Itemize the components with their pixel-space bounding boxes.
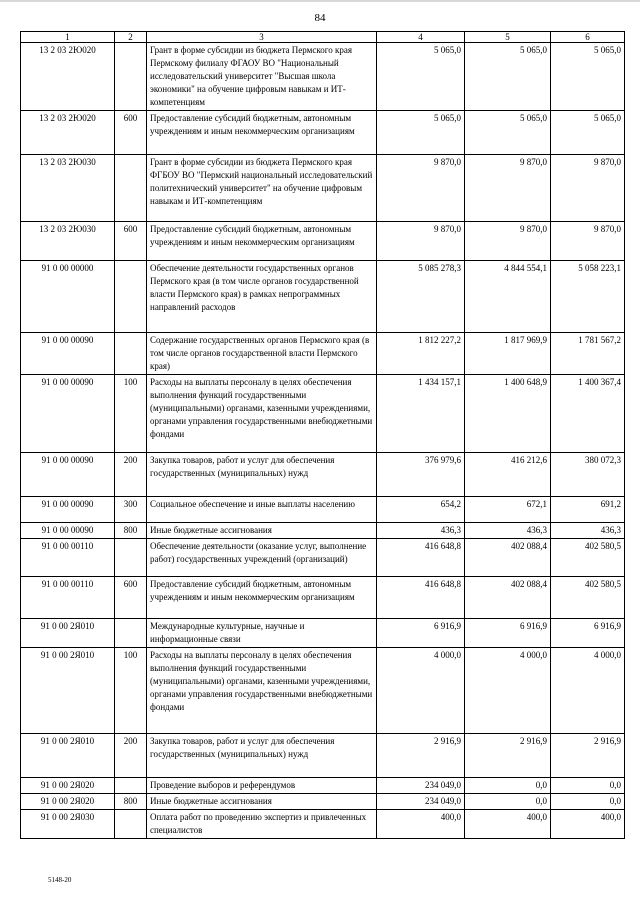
table-row [21, 155, 625, 222]
row-value-year-3: 402 580,5 [551, 577, 625, 619]
row-value-year-3: 5 065,0 [551, 43, 625, 111]
table-row [21, 778, 625, 794]
row-value-year-2: 9 870,0 [465, 155, 551, 222]
row-value-year-2: 1 400 648,9 [465, 375, 551, 453]
table-row [21, 539, 625, 577]
row-value-year-1: 5 065,0 [377, 111, 465, 155]
row-code: 91 0 00 2Я030 [21, 810, 115, 839]
row-value-year-1: 416 648,8 [377, 539, 465, 577]
row-name: Обеспечение деятельности государственных органов Пермского края (в том числе органов государственной власти Пермского края) в рамках непрограммных направлений расходов [147, 261, 377, 333]
row-code: 91 0 00 2Я010 [21, 619, 115, 648]
row-value-year-3: 5 065,0 [551, 111, 625, 155]
row-name: Проведение выборов и референдумов [147, 778, 377, 794]
row-code: 91 0 00 00110 [21, 577, 115, 619]
row-value-year-2: 6 916,9 [465, 619, 551, 648]
table-row [21, 333, 625, 375]
row-expense-type [115, 619, 147, 648]
row-value-year-1: 654,2 [377, 497, 465, 523]
row-value-year-3: 9 870,0 [551, 155, 625, 222]
header-col-5: 5 [465, 32, 551, 43]
table-row [21, 619, 625, 648]
row-value-year-2: 9 870,0 [465, 222, 551, 261]
row-code: 13 2 03 2Ю020 [21, 111, 115, 155]
row-value-year-3: 2 916,9 [551, 734, 625, 778]
row-value-year-2: 0,0 [465, 778, 551, 794]
row-name: Закупка товаров, работ и услуг для обеспечения государственных (муниципальных) нужд [147, 734, 377, 778]
row-expense-type [115, 778, 147, 794]
row-value-year-1: 4 000,0 [377, 648, 465, 734]
row-name: Грант в форме субсидии из бюджета Пермского края ФГБОУ ВО "Пермский национальный исследовательский политехнический университет" на обучение цифровым навыкам и ИТ-компетенциям [147, 155, 377, 222]
row-name: Расходы на выплаты персоналу в целях обеспечения выполнения функций государственными (муниципальными) органами, казенными учреждениями, органами управления государственными внебюджетными фондами [147, 375, 377, 453]
row-value-year-3: 0,0 [551, 794, 625, 810]
row-value-year-2: 4 844 554,1 [465, 261, 551, 333]
row-code: 91 0 00 00110 [21, 539, 115, 577]
row-value-year-2: 5 065,0 [465, 43, 551, 111]
row-value-year-2: 1 817 969,9 [465, 333, 551, 375]
row-value-year-2: 402 088,4 [465, 577, 551, 619]
row-value-year-1: 5 065,0 [377, 43, 465, 111]
table-row [21, 43, 625, 111]
table-row [21, 375, 625, 453]
row-expense-type [115, 43, 147, 111]
row-name: Предоставление субсидий бюджетным, автономным учреждениям и иным некоммерческим организациям [147, 111, 377, 155]
row-expense-type: 600 [115, 577, 147, 619]
footer-code: 5148-20 [48, 876, 72, 884]
row-code: 91 0 00 2Я020 [21, 794, 115, 810]
row-value-year-1: 6 916,9 [377, 619, 465, 648]
row-value-year-3: 9 870,0 [551, 222, 625, 261]
row-name: Обеспечение деятельности (оказание услуг, выполнение работ) государственных учреждений (организаций) [147, 539, 377, 577]
table-row [21, 497, 625, 523]
row-code: 91 0 00 2Я010 [21, 734, 115, 778]
row-code: 91 0 00 2Я020 [21, 778, 115, 794]
row-code: 91 0 00 00090 [21, 453, 115, 497]
table-body [21, 43, 625, 839]
table-row [21, 648, 625, 734]
row-value-year-1: 416 648,8 [377, 577, 465, 619]
row-code: 13 2 03 2Ю030 [21, 222, 115, 261]
table-row [21, 523, 625, 539]
row-code: 91 0 00 00090 [21, 523, 115, 539]
row-expense-type: 800 [115, 523, 147, 539]
row-expense-type [115, 155, 147, 222]
header-row [21, 32, 625, 43]
row-name: Международные культурные, научные и информационные связи [147, 619, 377, 648]
row-name: Социальное обеспечение и иные выплаты населению [147, 497, 377, 523]
table-row [21, 577, 625, 619]
row-value-year-1: 436,3 [377, 523, 465, 539]
row-value-year-2: 436,3 [465, 523, 551, 539]
header-col-1: 1 [21, 32, 115, 43]
row-expense-type: 200 [115, 453, 147, 497]
page-number: 84 [314, 12, 326, 24]
row-name: Предоставление субсидий бюджетным, автономным учреждениям и иным некоммерческим организациям [147, 577, 377, 619]
row-value-year-2: 672,1 [465, 497, 551, 523]
row-value-year-3: 1 781 567,2 [551, 333, 625, 375]
budget-table [20, 31, 625, 839]
row-value-year-3: 1 400 367,4 [551, 375, 625, 453]
row-value-year-2: 0,0 [465, 794, 551, 810]
header-col-4: 4 [377, 32, 465, 43]
row-value-year-1: 234 049,0 [377, 794, 465, 810]
row-name: Иные бюджетные ассигнования [147, 523, 377, 539]
header-col-6: 6 [551, 32, 625, 43]
row-value-year-1: 2 916,9 [377, 734, 465, 778]
row-value-year-1: 1 434 157,1 [377, 375, 465, 453]
row-expense-type [115, 333, 147, 375]
row-value-year-2: 4 000,0 [465, 648, 551, 734]
row-value-year-3: 0,0 [551, 778, 625, 794]
row-expense-type [115, 539, 147, 577]
row-value-year-1: 1 812 227,2 [377, 333, 465, 375]
row-code: 91 0 00 00000 [21, 261, 115, 333]
row-value-year-3: 691,2 [551, 497, 625, 523]
row-code: 91 0 00 2Я010 [21, 648, 115, 734]
row-value-year-2: 400,0 [465, 810, 551, 839]
row-value-year-3: 380 072,3 [551, 453, 625, 497]
row-value-year-3: 400,0 [551, 810, 625, 839]
row-name: Оплата работ по проведению экспертиз и привлеченных специалистов [147, 810, 377, 839]
row-value-year-2: 416 212,6 [465, 453, 551, 497]
row-expense-type: 300 [115, 497, 147, 523]
row-value-year-1: 376 979,6 [377, 453, 465, 497]
row-expense-type: 600 [115, 222, 147, 261]
row-expense-type: 100 [115, 648, 147, 734]
table-row [21, 810, 625, 839]
row-code: 91 0 00 00090 [21, 375, 115, 453]
row-value-year-1: 9 870,0 [377, 155, 465, 222]
row-value-year-1: 9 870,0 [377, 222, 465, 261]
row-expense-type: 200 [115, 734, 147, 778]
row-name: Грант в форме субсидии из бюджета Пермского края Пермскому филиалу ФГАОУ ВО "Национальный исследовательский университет "Высшая школа экономики" на обучение цифровым навыкам и ИТ-компетенциям [147, 43, 377, 111]
row-code: 91 0 00 00090 [21, 333, 115, 375]
row-value-year-3: 4 000,0 [551, 648, 625, 734]
header-col-2: 2 [115, 32, 147, 43]
row-expense-type: 600 [115, 111, 147, 155]
row-name: Закупка товаров, работ и услуг для обеспечения государственных (муниципальных) нужд [147, 453, 377, 497]
row-value-year-2: 402 088,4 [465, 539, 551, 577]
row-value-year-1: 5 085 278,3 [377, 261, 465, 333]
table-row [21, 794, 625, 810]
row-name: Содержание государственных органов Пермского края (в том числе органов государственной власти Пермского края) [147, 333, 377, 375]
table-row [21, 111, 625, 155]
row-code: 13 2 03 2Ю020 [21, 43, 115, 111]
row-value-year-2: 5 065,0 [465, 111, 551, 155]
row-value-year-2: 2 916,9 [465, 734, 551, 778]
table-row [21, 222, 625, 261]
row-name: Иные бюджетные ассигнования [147, 794, 377, 810]
table-row [21, 453, 625, 497]
scan-top-edge [0, 0, 640, 2]
row-code: 91 0 00 00090 [21, 497, 115, 523]
row-value-year-3: 6 916,9 [551, 619, 625, 648]
row-expense-type: 100 [115, 375, 147, 453]
row-name: Предоставление субсидий бюджетным, автономным учреждениям и иным некоммерческим организациям [147, 222, 377, 261]
row-expense-type: 800 [115, 794, 147, 810]
row-value-year-1: 400,0 [377, 810, 465, 839]
row-expense-type [115, 810, 147, 839]
row-value-year-1: 234 049,0 [377, 778, 465, 794]
row-value-year-3: 436,3 [551, 523, 625, 539]
row-expense-type [115, 261, 147, 333]
row-code: 13 2 03 2Ю030 [21, 155, 115, 222]
row-name: Расходы на выплаты персоналу в целях обеспечения выполнения функций государственными (муниципальными) органами, казенными учреждениями, органами управления государственными внебюджетными фондами [147, 648, 377, 734]
row-value-year-3: 402 580,5 [551, 539, 625, 577]
header-col-3: 3 [147, 32, 377, 43]
row-value-year-3: 5 058 223,1 [551, 261, 625, 333]
table-row [21, 734, 625, 778]
table-row [21, 261, 625, 333]
